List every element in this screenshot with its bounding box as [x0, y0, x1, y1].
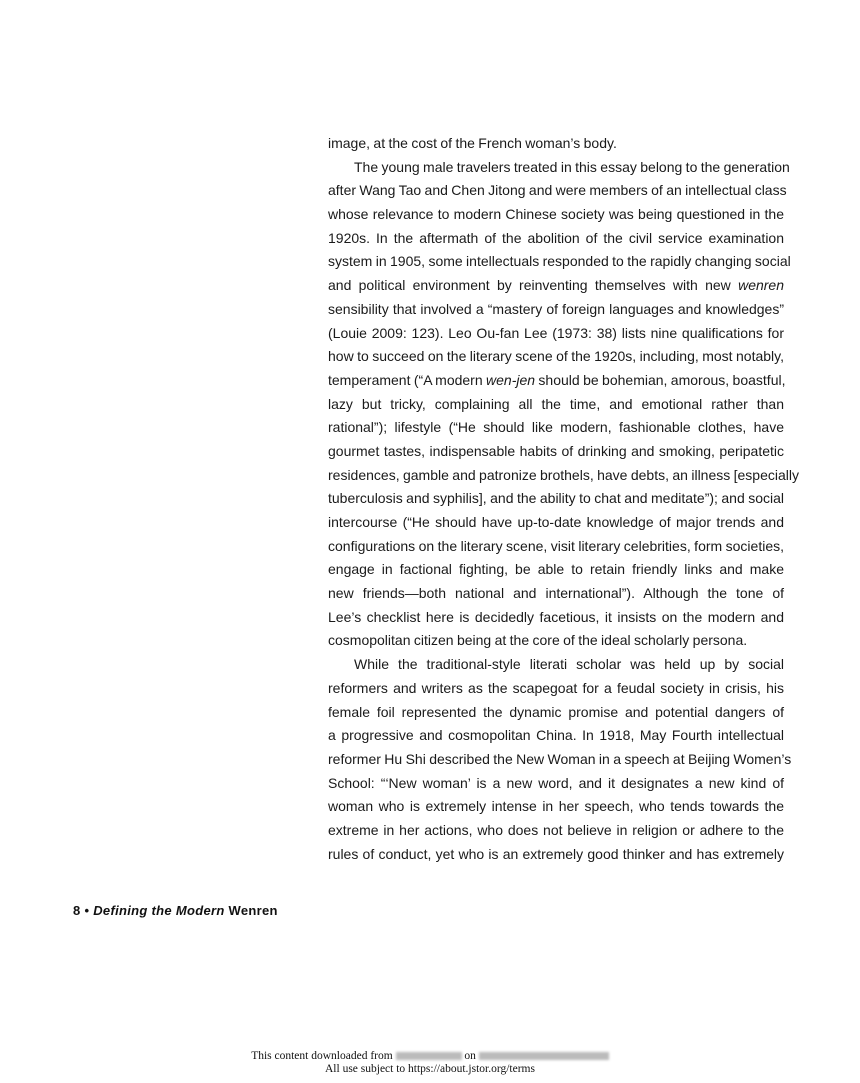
text-segment: should be bohemian, amorous, boastful, [535, 371, 786, 388]
download-line-1 [0, 1050, 860, 1063]
paragraph [328, 653, 792, 866]
text-line: extreme in her actions, who does not believe in religion or adhere to the [328, 821, 784, 838]
text-line: image, at the cost of the French woman’s body. [328, 135, 617, 151]
bullet: • [84, 903, 90, 918]
text-line: Lee’s checklist here is decidedly facetious, it insists on the modern and [328, 608, 784, 625]
text-line: residences, gamble and patronize brothels, have debts, an illness [especially [328, 466, 800, 483]
text-line: system in 1905, some intellectuals responded to the rapidly changing social [328, 253, 791, 270]
text-line [328, 274, 784, 298]
page-number: 8 [73, 903, 81, 918]
text-line: reformers and writers as the scapegoat for a feudal society in crisis, his [328, 679, 784, 696]
download-on: on [464, 1050, 476, 1062]
text-segment: temperament (“A modern [328, 371, 487, 388]
text-line: 1920s. In the aftermath of the abolition of the civil service examination [328, 229, 784, 246]
text-line: sensibility that involved a “mastery of foreign languages and knowledges” [328, 300, 784, 317]
text-line: a progressive and cosmopolitan China. In 1918, May Fourth intellectual [328, 727, 784, 744]
text-line: engage in factional fighting, be able to retain friendly links and make [328, 561, 784, 578]
body-text [328, 132, 800, 866]
text-line: (Louie 2009: 123). Leo Ou-fan Lee (1973: 38) lists nine qualifications for [328, 324, 784, 341]
text-line: new friends—both national and international”). Although the tone of [328, 585, 784, 602]
text-segment: and political environment by reinventing themselves with new [328, 277, 739, 294]
text-line: rules of conduct, yet who is an extremely good thinker and has extremely [328, 845, 784, 862]
text-line: configurations on the literary scene, visit literary celebrities, form societies, [328, 537, 784, 554]
text-line: rational”); lifestyle (“He should like modern, fashionable clothes, have [328, 419, 784, 436]
text-line: tuberculosis and syphilis], and the ability to chat and meditate”); and social [328, 490, 784, 507]
text-line: The young male travelers treated in this essay belong to the generation [354, 158, 790, 175]
download-prefix: This content downloaded from [251, 1050, 393, 1062]
running-footer [73, 903, 278, 918]
book-title-roman: Wenren [228, 903, 278, 918]
text-line [328, 369, 784, 393]
text-line: reformer Hu Shi described the New Woman in a speech at Beijing Women’s [328, 750, 792, 767]
paragraph [328, 156, 800, 653]
text-line: While the traditional-style literati scholar was held up by social [354, 656, 784, 673]
text-line: woman who is extremely intense in her speech, who tends towards the [328, 798, 784, 815]
text-line: whose relevance to modern Chinese society was being questioned in the [328, 206, 784, 223]
book-title-italic: Defining the Modern [93, 903, 225, 918]
text-line: School: “‘New woman’ is a new word, and it designates a new kind of [328, 774, 784, 791]
italic-term: wenren [738, 277, 784, 294]
text-line: gourmet tastes, indispensable habits of drinking and smoking, peripatetic [328, 442, 784, 459]
text-line: female foil represented the dynamic promise and potential dangers of [328, 703, 784, 720]
redacted-ip [396, 1052, 462, 1060]
text-line: intercourse (“He should have up-to-date knowledge of major trends and [328, 514, 784, 530]
text-line: after Wang Tao and Chen Jitong and were members of an intellectual class [328, 182, 787, 199]
text-line: cosmopolitan citizen being at the core of the ideal scholarly persona. [328, 632, 748, 649]
redacted-date [479, 1052, 609, 1060]
italic-term: wen-jen [486, 371, 536, 388]
text-line: how to succeed on the literary scene of the 1920s, including, most notably, [328, 348, 784, 365]
text-line: lazy but tricky, complaining all the time, and emotional rather than [328, 395, 784, 412]
download-notice [0, 1050, 860, 1075]
terms-line: All use subject to https://about.jstor.org/terms [325, 1062, 535, 1075]
